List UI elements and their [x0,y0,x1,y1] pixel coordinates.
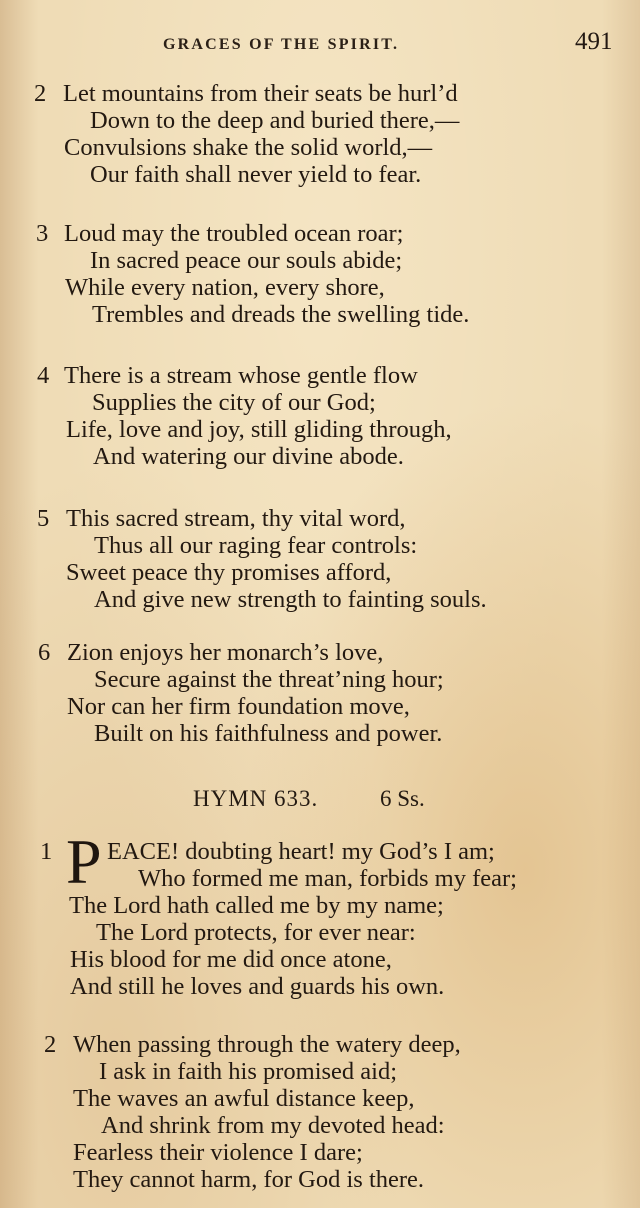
page-number: 491 [575,28,613,55]
verse-line: I ask in faith his promised aid; [99,1058,398,1085]
stanza-number: 1 [40,838,53,865]
verse-line: Life, love and joy, still gliding through, [66,416,452,443]
stanza-number: 2 [34,80,47,107]
verse-line: Trembles and dreads the swelling tide. [92,301,470,328]
hymn-title: HYMN 633. [193,786,319,811]
verse-line: Thus all our raging fear controls: [94,532,418,559]
drop-cap: P [66,826,102,897]
verse-line: Built on his faithfulness and power. [94,720,443,747]
verse-line: Let mountains from their seats be hurl’d [63,80,458,107]
page-header [0,28,640,62]
running-head: GRACES OF THE SPIRIT. [163,36,400,53]
verse-line: Zion enjoys her monarch’s love, [67,639,384,666]
stanza-number: 2 [44,1031,57,1058]
verse-line: Convulsions shake the solid world,— [64,134,433,161]
hymn-meter: 6 Ss. [380,786,425,811]
verse-line: This sacred stream, thy vital word, [66,505,406,532]
stanza-number: 5 [37,505,50,532]
verse-line: The Lord hath called me by my name; [69,892,444,919]
stanza-number: 6 [38,639,51,666]
hymn-heading [0,786,640,816]
verse-line: Fearless their violence I dare; [73,1139,363,1166]
verse-line: They cannot harm, for God is there. [73,1166,425,1193]
verse-line: Down to the deep and buried there,— [90,107,460,134]
verse-line: Sweet peace thy promises afford, [66,559,392,586]
verse-line: EACE! doubting heart! my God’s I am; [107,838,495,865]
verse-line: And shrink from my devoted head: [101,1112,445,1139]
verse-line: While every nation, every shore, [65,274,385,301]
verse-line: When passing through the watery deep, [73,1031,461,1058]
verse-line: Nor can her firm foundation move, [67,693,410,720]
verse-line: Supplies the city of our God; [92,389,376,416]
verse-line: Secure against the threat’ning hour; [94,666,444,693]
verse-line: And watering our divine abode. [93,443,404,470]
verse-line: In sacred peace our souls abide; [90,247,403,274]
verse-line: There is a stream whose gentle flow [64,362,418,389]
verse-line: Our faith shall never yield to fear. [90,161,422,188]
verse-line: The Lord protects, for ever near: [96,919,416,946]
stanza-number: 4 [37,362,50,389]
stanza-number: 3 [36,220,49,247]
verse-line: His blood for me did once atone, [70,946,392,973]
verse-line: The waves an awful distance keep, [73,1085,415,1112]
verse-line: Loud may the troubled ocean roar; [64,220,404,247]
verse-line: Who formed me man, forbids my fear; [138,865,517,892]
verse-line: And give new strength to fainting souls. [94,586,487,613]
verse-line: And still he loves and guards his own. [70,973,445,1000]
